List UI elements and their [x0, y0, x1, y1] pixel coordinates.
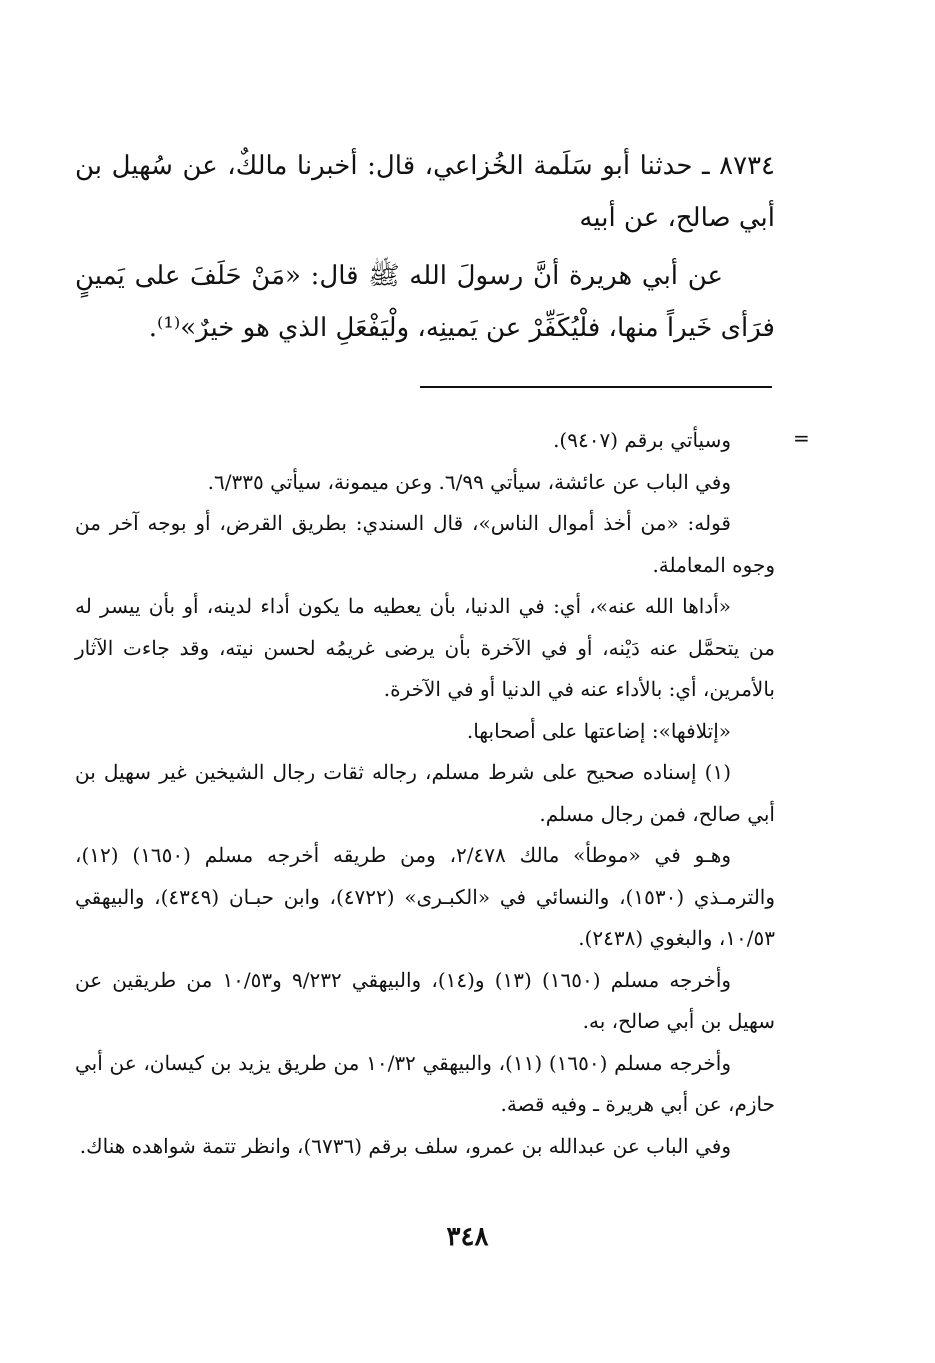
hadith-matn: عن أبي هريرة أنَّ رسولَ الله ﷺ قال: «مَنْ حَلَفَ على يَمينٍ فرَأى خَيراً منها، فلْيُكَفِّرْ عن يَمينِه، ولْيَفْعَلِ الذي هو خيرٌ»⁽¹⁾.	[75, 261, 775, 343]
footnote-paragraph: وفي الباب عن عائشة، سيأتي ٦/٩٩. وعن ميمونة، سيأتي ٦/٣٣٥.	[207, 469, 731, 494]
footnote-separator	[420, 386, 772, 388]
page-number: ٣٤٨	[446, 1222, 489, 1252]
footnote-paragraph: قوله: «من أخذ أموال الناس»، قال السندي: بطريق القرض، أو بوجه آخر من وجوه المعاملة.	[75, 511, 775, 577]
footnote-paragraph: وهـو في «موطأ» مالك ٢/٤٧٨، ومن طريقه أخرجه مسلم (١٦٥٠) (١٢)، والترمـذي (١٥٣٠)، والنسائي في «الكبـرى» (٤٧٢٢)، وابن حبـان (٤٣٤٩)، والبيهقي ١٠/٥٣، والبغوي (٢٤٣٨).	[75, 843, 775, 950]
footnote-paragraph: «أداها الله عنه»، أي: في الدنيا، بأن يعطيه ما يكون أداء لدينه، أو بأن ييسر له من يتحمَّل عنه دَيْنه، أو في الآخرة بأن يرضى غريمُه لحسن نيته، وقد جاءت الآثار بالأمرين، أي: بالأداء عنه في الدنيا أو في الآخرة.	[75, 594, 775, 701]
continuation-mark: =	[793, 426, 810, 450]
footnote-paragraph: وأخرجه مسلم (١٦٥٠) (١١)، والبيهقي ١٠/٣٢ من طريق يزيد بن كيسان، عن أبي حازم، عن أبي هريرة ـ وفيه قصة.	[75, 1050, 775, 1116]
hadith-isnad: ٨٧٣٤ ـ حدثنا أبو سَلَمة الخُزاعي، قال: أخبرنا مالكٌ، عن سُهيل بن أبي صالح، عن أبيه	[75, 151, 775, 233]
footnote-paragraph: (١) إسناده صحيح على شرط مسلم، رجاله ثقات رجال الشيخين غير سهيل بن أبي صالح، فمن رجال مسلم.	[75, 760, 775, 826]
footnote-paragraph: «إتلافها»: إضاعتها على أصحابها.	[466, 718, 731, 743]
footnote-paragraph: وسيأتي برقم (٩٤٠٧).	[553, 428, 731, 452]
footnote-paragraph: وفي الباب عن عبدالله بن عمرو، سلف برقم (٦٧٣٦)، وانظر تتمة شواهده هناك.	[79, 1133, 731, 1158]
footnote-paragraph: وأخرجه مسلم (١٦٥٠) (١٣) و(١٤)، والبيهقي ٩/٢٣٢ و١٠/٥٣ من طريقين عن سهيل بن أبي صالح، به.	[75, 967, 775, 1033]
main-text	[75, 140, 775, 354]
footnotes	[75, 420, 775, 1167]
